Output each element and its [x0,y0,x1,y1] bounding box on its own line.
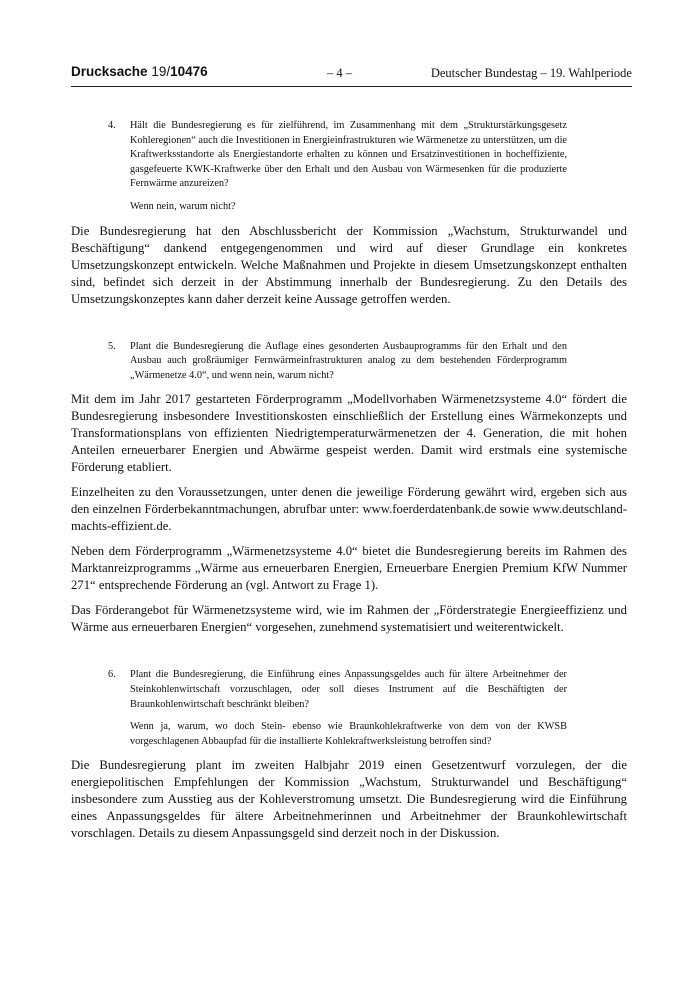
doc-label: Drucksache [71,64,148,79]
drucksache-label [71,64,208,79]
question-text: Plant die Bundesregierung die Auflage eines gesonderten Ausbauprogramms für den Erhalt und den Ausbau auch großräumiger Fernwärmeinfrastrukturen analog zu dem bestehenden Förderprogramm „Wärmenetze 4.0“, und wenn nein, warum nicht? [130,340,567,381]
question-6 [71,668,627,749]
answer-5-paragraph: Mit dem im Jahr 2017 gestarteten Förderprogramm „Modellvorhaben Wärmenetzsysteme 4.0“ fördert die Bundesregierung insbesondere Investitionskosten einschließlich der Erstellung eines Wärmekonzepts und Transformationsplans von effizienten Niedrigtemperaturwärmenetzen der 4. Generation, die mit hohen Anteilen erneuerbarer Energien und Abwärme gespeist werden. Damit wird erstmals eine systemische Förderung etabliert. [71,392,627,475]
question-subtext: Wenn ja, warum, wo doch Stein- ebenso wie Braunkohlekraftwerke von dem von der KWSB vorgeschlagenen Abbaupfad für die installierte Kohlekraftwerksleistung betroffen sind? [130,721,567,747]
answer-5-paragraph: Das Förderangebot für Wärmenetzsysteme wird, wie im Rahmen der „Förderstrategie Energieeffizienz und Wärme aus erneuerbaren Energien“ vorgesehen, zunehmend systematisiert und weiterentwickelt. [71,603,627,635]
page-header [71,64,632,87]
page-number: – 4 – [327,66,352,80]
bundestag-period: Deutscher Bundestag – 19. Wahlperiode [430,66,632,80]
doc-number: 19/10476 [151,64,208,79]
answer-5-paragraph: Einzelheiten zu den Voraussetzungen, unter denen die jeweilige Förderung gewährt wird, ergeben sich aus den einzelnen Förderbekanntmachungen, abrufbar unter: www.foerderdatenbank.de sowie www.deutschland-machts-effizient.de. [71,485,627,534]
question-text: Plant die Bundesregierung, die Einführung eines Anpassungsgeldes auch für ältere Arbeitnehmer der Steinkohlenwirtschaft vorzuschlagen, oder soll dieses Instrument auf die Beschäftigten der Braunkohlenwirtschaft beschränkt bleiben? [130,669,567,710]
question-number: 6. [108,669,116,681]
question-text: Hält die Bundesregierung es für zielführend, im Zusammenhang mit dem „Strukturstärkungsgesetz Kohleregionen“ auch die Investitionen in Energieinfrastrukturen wie Wärmenetze zu unterstützen, um die Kraftwerksstandorte als Energiestandorte erhalten zu können und Ersatzinvestitionen in hocheffiziente, gasgefeuerte KWK-Kraftwerke über den Erhalt und den Ausbau von Wärmesenken für die produzierte Fernwärme anzureizen? [130,120,567,190]
document-body [71,119,627,842]
question-number: 5. [108,340,116,352]
question-5 [71,340,627,384]
question-number: 4. [108,120,116,131]
question-4 [71,119,627,215]
answer-6: Die Bundesregierung plant im zweiten Halbjahr 2019 einen Gesetzentwurf vorzulegen, der die energiepolitischen Empfehlungen der Kommission „Wachstum, Strukturwandel und Beschäftigung“ insbesondere zum Ausstieg aus der Kohleverstromung umsetzt. Die Bundesregierung wird die Einführung eines Anpassungsgeldes für ältere Arbeitnehmerinnen und Arbeitnehmer der Braunkohlewirtschaft vorschlagen. Details zu diesem Anpassungsgeld sind derzeit noch in der Diskussion. [71,758,627,841]
question-subtext: Wenn nein, warum nicht? [130,200,236,212]
answer-4: Die Bundesregierung hat den Abschlussbericht der Kommission „Wachstum, Strukturwandel und Beschäftigung“ dankend entgegengenommen und wird auf dieser Grundlage ein konkretes Umsetzungskonzept entwickeln. Welche Maßnahmen und Projekte in diesem Umsetzungskonzept enthalten sind, befindet sich derzeit in der Abstimmung innerhalb der Bundesregierung. Zu den Details des Umsetzungskonzeptes kann daher derzeit keine Aussage getroffen werden. [71,223,627,306]
answer-5-paragraph: Neben dem Förderprogramm „Wärmenetzsysteme 4.0“ bietet die Bundesregierung bereits im Rahmen des Marktanreizprogramms „Wärme aus erneuerbaren Energien, Erneuerbare Energien Premium KfW Nummer 271“ entsprechende Förderung an (vgl. Antwort zu Frage 1). [71,544,627,593]
